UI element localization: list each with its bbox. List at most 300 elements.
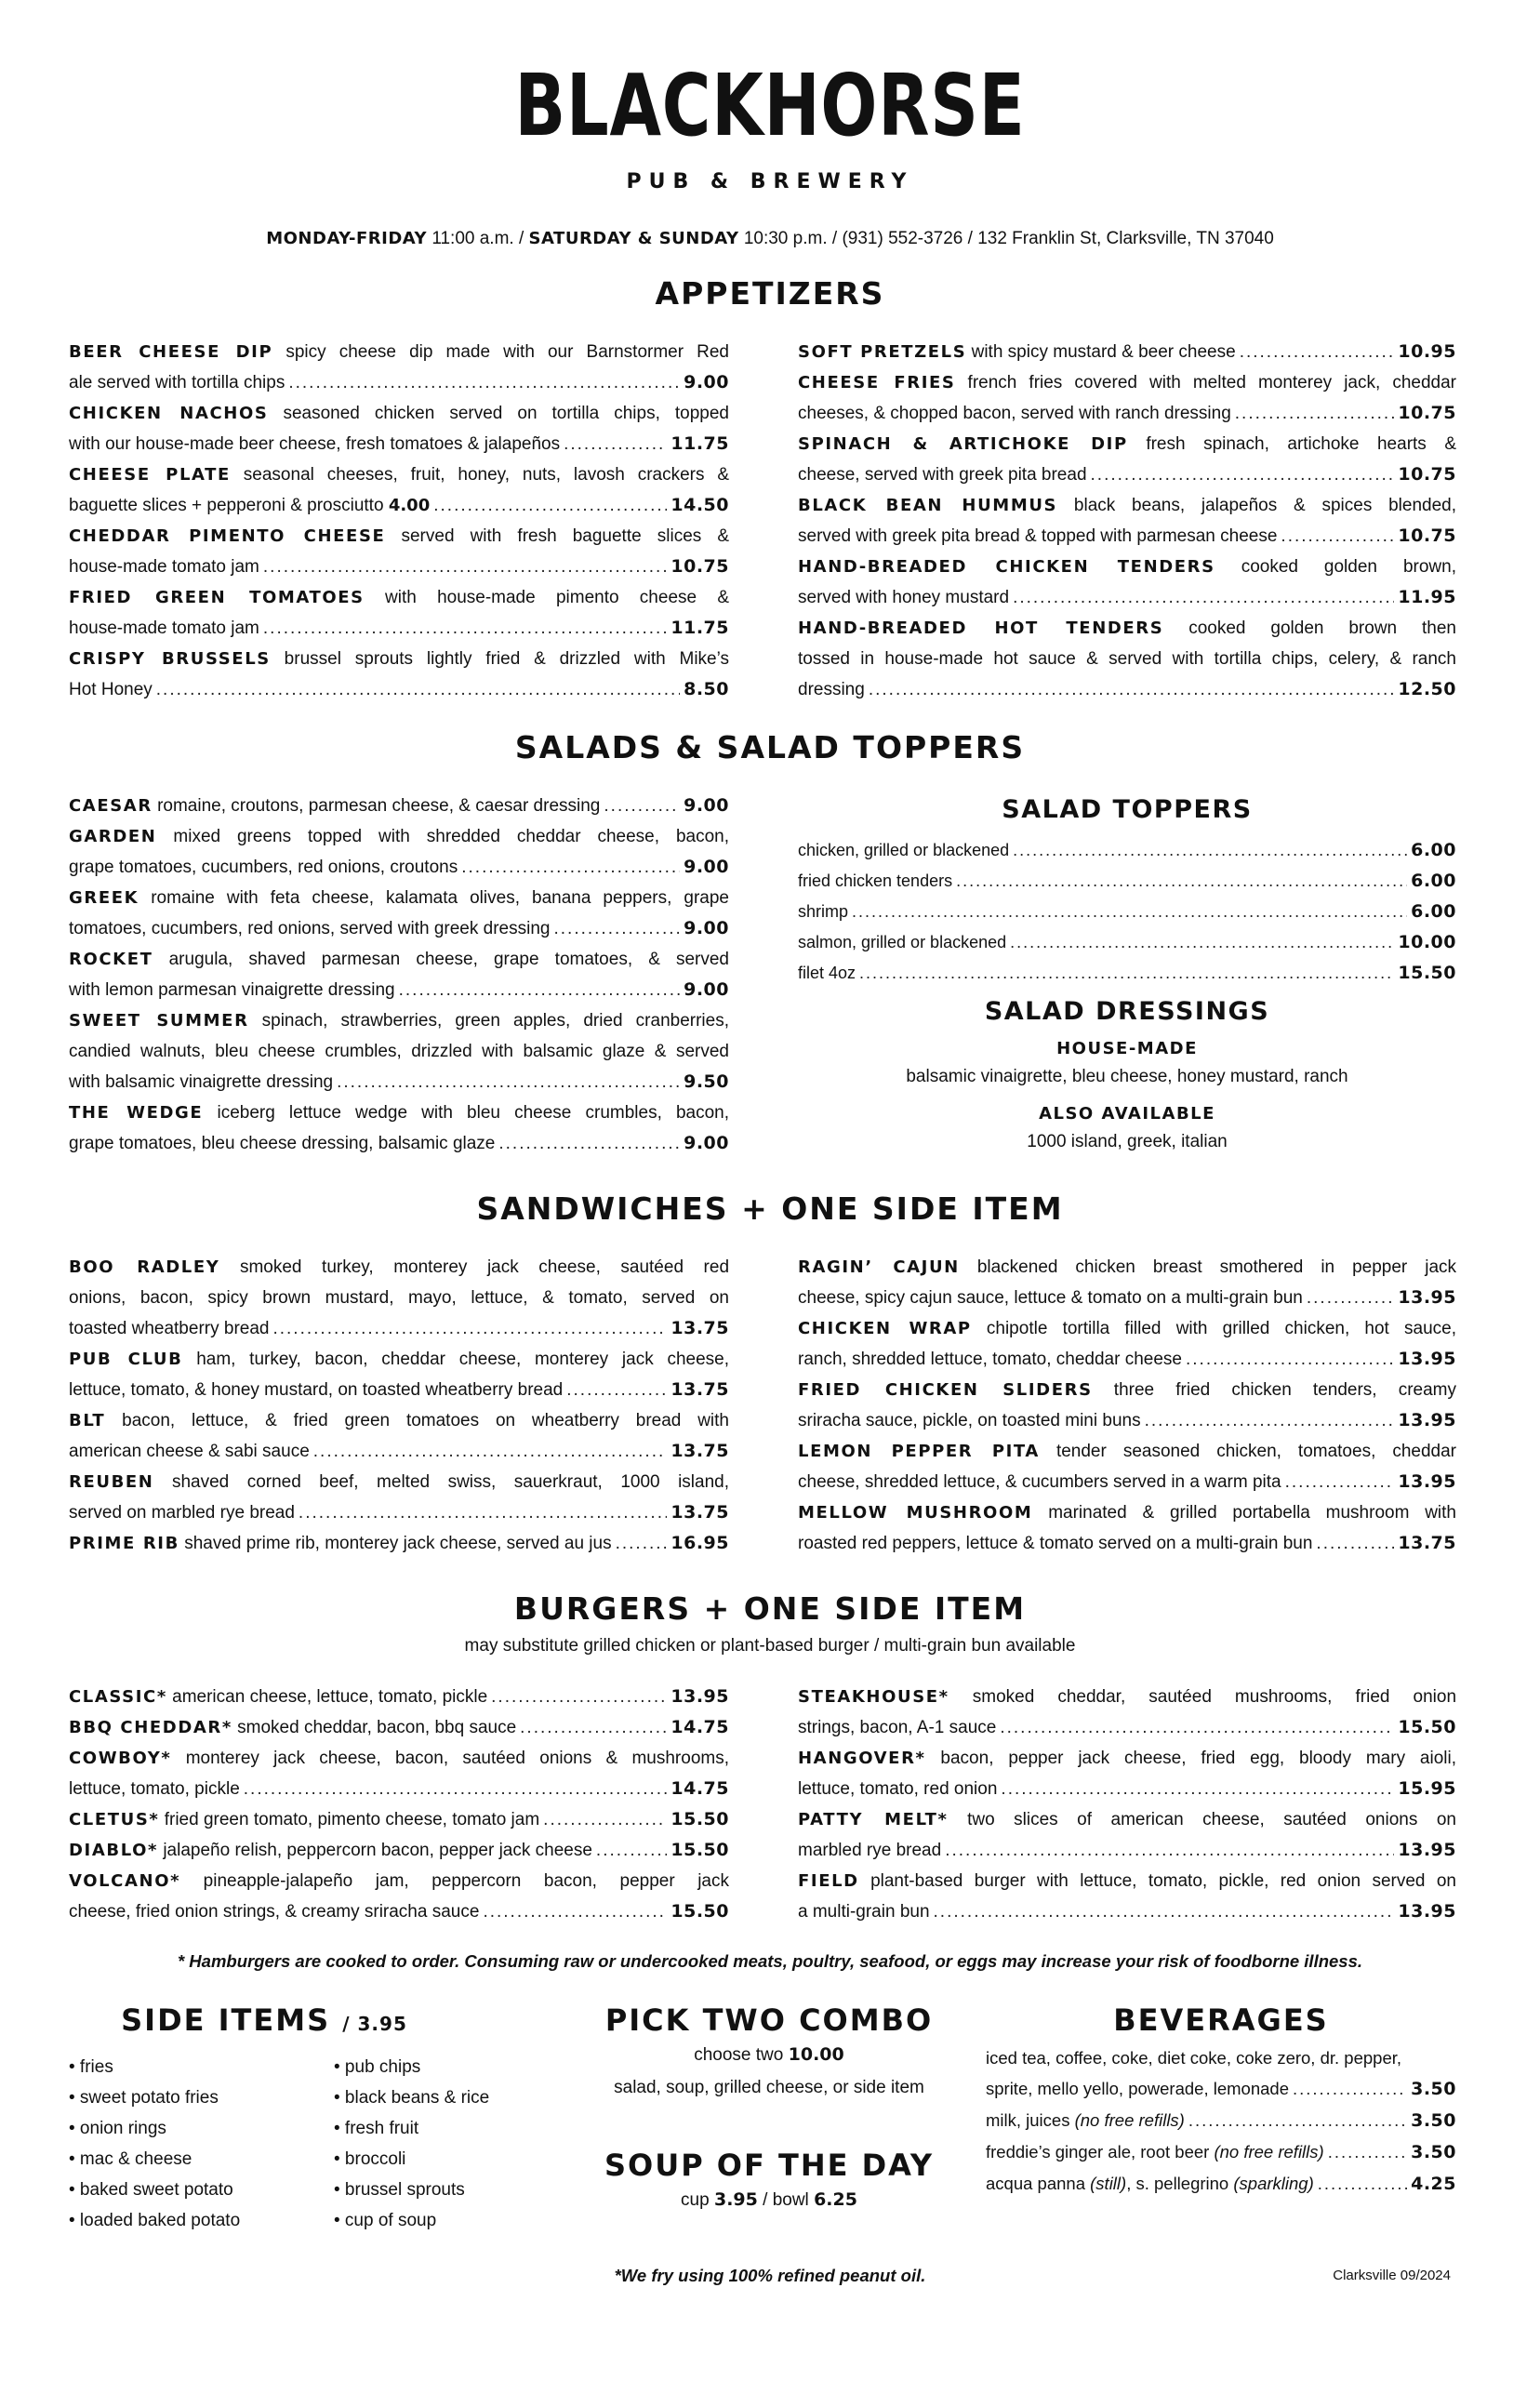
menu-item	[69, 1097, 729, 1159]
menu-item-name: BEER CHEESE DIP	[69, 342, 273, 362]
menu-item-name: COWBOY*	[69, 1749, 172, 1768]
menu-item-price: 13.95	[1398, 1349, 1456, 1369]
leader-dots	[1318, 2168, 1407, 2199]
leader-dots	[1293, 2073, 1407, 2104]
menu-item-description: romaine, croutons, parmesan cheese, & caesar dressing	[157, 796, 601, 816]
bowl-label: bowl	[772, 2190, 809, 2210]
menu-item-last-line	[69, 1067, 333, 1097]
menu-item	[69, 1252, 729, 1344]
menu-item-price-line	[69, 1375, 729, 1405]
menu-item-description: roasted red peppers, lettuce & tomato served on a multi-grain bun	[798, 1534, 1313, 1553]
menu-item-price: 16.95	[670, 1533, 729, 1553]
menu-item-name: ROCKET	[69, 950, 153, 969]
weekday-time: 11:00 a.m. /	[431, 229, 524, 248]
combo-choose-label: choose two	[694, 2045, 784, 2065]
menu-item-description: plant-based burger with lettuce, tomato, pickle, red onion served on	[870, 1871, 1456, 1891]
menu-item	[69, 1528, 729, 1559]
menu-item-last-line	[69, 490, 430, 521]
salad-toppers-heading: SALAD TOPPERS	[1002, 795, 1253, 824]
menu-item-price-line	[798, 674, 1456, 705]
menu-item-price-line	[798, 1896, 1456, 1927]
menu-item-last-line	[69, 1774, 240, 1804]
beverage-price: 3.50	[1411, 2110, 1456, 2131]
menu-item-price-line	[798, 337, 1456, 367]
menu-item-description: shaved prime rib, monterey jack cheese, served au jus	[184, 1534, 612, 1553]
menu-item-last-line	[798, 1835, 941, 1866]
menu-item-first-line	[798, 1375, 1456, 1405]
leader-dots	[520, 1712, 667, 1743]
menu-item-price-line	[69, 1128, 729, 1159]
leader-dots	[1000, 1712, 1394, 1743]
food-safety-disclaimer: * Hamburgers are cooked to order. Consuming raw or undercooked meats, poultry, seafood, or eggs may increase your risk of foodborne illness.	[177, 1951, 1363, 1971]
menu-item-description: with our house-made beer cheese, fresh tomatoes & jalapeños	[69, 434, 561, 454]
weekend-time-address: 10:30 p.m. / (931) 552-3726 / 132 Franklin St, Clarksville, TN 37040	[743, 229, 1274, 248]
menu-item-description: served with greek pita bread & topped with parmesan cheese	[798, 526, 1278, 546]
side-item: • sweet potato fries	[69, 2088, 219, 2108]
menu-item-addon-price: 4.00	[388, 496, 431, 515]
menu-item-price: 11.95	[1398, 587, 1456, 607]
menu-item-price-line	[69, 1436, 729, 1467]
salad-topper-price: 6.00	[1411, 871, 1456, 891]
salad-topper-label: fried chicken tenders	[798, 871, 953, 890]
menu-item-price-line	[69, 1313, 729, 1344]
menu-item-price: 15.50	[1398, 1717, 1456, 1737]
menu-item-first-line	[69, 1467, 729, 1497]
side-item: • cup of soup	[334, 2211, 437, 2230]
menu-item-last-line	[69, 674, 153, 705]
side-item: • baked sweet potato	[69, 2180, 233, 2200]
menu-item-first-line	[69, 1344, 729, 1375]
menu-item-description: grape tomatoes, bleu cheese dressing, balsamic glaze	[69, 1134, 496, 1153]
salad-extras-column	[798, 794, 1456, 1156]
burgers-right-column	[798, 1682, 1456, 1927]
side-items-price: / 3.95	[342, 2013, 407, 2035]
menu-item-price: 9.50	[684, 1071, 729, 1092]
leader-dots	[564, 429, 667, 459]
menu-edition: Clarksville 09/2024	[1333, 2268, 1451, 2283]
side-items-block	[69, 2002, 534, 2236]
menu-item-price: 13.95	[670, 1686, 729, 1707]
menu-item-price: 14.50	[670, 495, 729, 515]
menu-item-name: CRISPY BRUSSELS	[69, 649, 271, 669]
leader-dots	[566, 1375, 667, 1405]
menu-item-price: 13.75	[1398, 1533, 1456, 1553]
menu-item-description: cooked golden brown,	[1241, 557, 1456, 577]
menu-item-price: 10.75	[1398, 525, 1456, 546]
appetizers-left-column	[69, 337, 729, 705]
menu-item	[69, 582, 729, 644]
menu-item-price-line	[798, 1405, 1456, 1436]
salad-topper-price: 10.00	[1398, 932, 1456, 952]
menu-item-last-line	[69, 1436, 310, 1467]
menu-item	[69, 398, 729, 459]
leader-dots	[498, 1128, 680, 1159]
leader-dots	[1001, 1774, 1394, 1804]
salad-topper-price: 6.00	[1411, 901, 1456, 922]
menu-item-description: arugula, shaved parmesan cheese, grape tomatoes, & served	[168, 950, 729, 969]
menu-item-price: 9.00	[684, 795, 729, 816]
menu-item-first-line	[69, 398, 729, 429]
menu-item-first-line	[798, 490, 1456, 521]
menu-item-last-line	[69, 1497, 295, 1528]
appetizers-right-column	[798, 337, 1456, 705]
salad-topper-label: chicken, grilled or blackened	[798, 841, 1010, 859]
menu-item-price: 13.95	[1398, 1287, 1456, 1308]
leader-dots	[337, 1067, 680, 1097]
brand-logo: BLACKHORSE	[514, 56, 1026, 155]
menu-item-description: dressing	[798, 680, 865, 699]
leader-dots	[1188, 2105, 1407, 2135]
menu-item-last-line	[69, 429, 560, 459]
menu-item-description: bacon, pepper jack cheese, fried egg, bloody mary aioli,	[940, 1749, 1457, 1768]
beverage-note: (sparkling)	[1233, 2174, 1314, 2193]
menu-item-description: tender seasoned chicken, tomatoes, cheddar	[1055, 1442, 1457, 1461]
menu-item-price: 9.00	[684, 918, 729, 938]
side-items-col-1	[69, 2052, 334, 2236]
menu-item-name: CAESAR	[69, 796, 153, 816]
menu-item-price-line	[798, 398, 1456, 429]
leader-dots	[1145, 1405, 1395, 1436]
menu-item-description: served on marbled rye bread	[69, 1503, 295, 1523]
menu-item-name: BBQ CHEDDAR*	[69, 1718, 232, 1737]
leader-dots	[288, 367, 680, 398]
menu-item-name: BLT	[69, 1411, 106, 1430]
menu-item-description: iceberg lettuce wedge with bleu cheese crumbles, bacon,	[217, 1103, 730, 1123]
menu-item	[69, 1866, 729, 1927]
salad-toppers-list	[798, 835, 1456, 989]
menu-item-description: with house-made pimento cheese &	[385, 588, 730, 607]
soup-block	[569, 2147, 969, 2216]
menu-item-last-line	[798, 674, 865, 705]
menu-item-description: cheese, spicy cajun sauce, lettuce & tomato on a multi-grain bun	[798, 1288, 1303, 1308]
menu-item-price-line	[69, 913, 729, 944]
salad-topper-row	[798, 897, 1456, 927]
menu-item-description: Hot Honey	[69, 680, 153, 699]
menu-item-price-line	[798, 1835, 1456, 1866]
menu-item-price: 9.00	[684, 1133, 729, 1153]
pick-two-combo-block	[569, 2002, 969, 2104]
menu-item-first-line	[798, 1682, 1456, 1712]
salads-column	[69, 791, 729, 1159]
menu-item-description: lettuce, tomato, red onion	[798, 1779, 998, 1799]
leader-dots	[263, 552, 668, 582]
menu-item-price-line	[69, 1497, 729, 1528]
menu-item-price-line	[69, 1528, 729, 1559]
sandwiches-left-column	[69, 1252, 729, 1559]
menu-item-first-line	[798, 1866, 1456, 1896]
also-available-label: ALSO AVAILABLE	[1039, 1104, 1215, 1124]
menu-item-price: 13.95	[1398, 1410, 1456, 1430]
menu-item	[69, 944, 729, 1005]
menu-item-last-line	[798, 459, 1087, 490]
beverages-heading: BEVERAGES	[1113, 2002, 1329, 2038]
menu-item-last-line	[69, 1712, 516, 1743]
menu-item-name: HAND-BREADED CHICKEN TENDERS	[798, 557, 1215, 577]
side-items-heading	[69, 2002, 459, 2042]
menu-item-last-line	[69, 913, 550, 944]
menu-item-first-line	[69, 944, 729, 975]
menu-item	[798, 1497, 1456, 1559]
menu-item-price-line	[69, 1712, 729, 1743]
bowl-price: 6.25	[814, 2189, 857, 2210]
menu-item-first-line	[69, 883, 729, 913]
menu-item-price: 12.50	[1398, 679, 1456, 699]
menu-item-last-line	[798, 521, 1277, 552]
menu-item-description: spicy cheese dip made with our Barnstormer Red	[285, 342, 729, 362]
beverage-row	[986, 2105, 1456, 2136]
menu-item-last-line	[69, 852, 458, 883]
menu-item-name: REUBEN	[69, 1472, 154, 1492]
menu-item-last-line	[798, 1344, 1182, 1375]
menu-item	[798, 613, 1456, 705]
leader-dots	[1328, 2136, 1407, 2167]
leader-dots	[1285, 1467, 1395, 1497]
menu-item	[69, 1405, 729, 1467]
menu-item-price: 11.75	[670, 618, 729, 638]
leader-dots	[852, 897, 1407, 927]
leader-dots	[1013, 835, 1407, 866]
beverage-name: , s. pellegrino	[1126, 2174, 1229, 2193]
beverage-name: sprite, mello yello, powerade, lemonade	[986, 2079, 1289, 2098]
menu-item-price: 15.50	[670, 1901, 729, 1922]
menu-item-price-line	[69, 1682, 729, 1712]
menu-item-first-line	[69, 582, 729, 613]
menu-item	[69, 1835, 729, 1866]
combo-price: 10.00	[788, 2044, 844, 2065]
menu-item-last-line	[798, 337, 1236, 367]
menu-item	[69, 1344, 729, 1405]
menu-item-first-line	[798, 552, 1456, 582]
menu-item-last-line	[798, 1896, 930, 1927]
side-item: • pub chips	[334, 2057, 421, 2077]
burgers-subtitle: may substitute grilled chicken or plant-based burger / multi-grain bun available	[464, 1636, 1076, 1656]
menu-item-price: 15.95	[1398, 1778, 1456, 1799]
menu-item-name: DIABLO*	[69, 1841, 159, 1860]
menu-item	[69, 1467, 729, 1528]
menu-item-price: 9.00	[684, 979, 729, 1000]
menu-item-description: seasoned chicken served on tortilla chips, topped	[283, 404, 729, 423]
menu-item-description: served with honey mustard	[798, 588, 1010, 607]
side-items-col-2	[334, 2052, 520, 2236]
menu-item-last-line	[798, 398, 1231, 429]
menu-item	[69, 791, 729, 821]
sandwiches-heading: SANDWICHES + ONE SIDE ITEM	[476, 1190, 1064, 1227]
salad-topper-row	[798, 835, 1456, 866]
menu-item-last-line	[798, 582, 1009, 613]
leader-dots	[1186, 1344, 1394, 1375]
leader-dots	[956, 866, 1407, 897]
menu-item-description: grape tomatoes, cucumbers, red onions, croutons	[69, 858, 458, 877]
menu-item-description: french fries covered with melted monterey jack, cheddar	[967, 373, 1456, 392]
weekday-label: MONDAY-FRIDAY	[266, 229, 428, 248]
menu-item-name: FRIED GREEN TOMATOES	[69, 588, 365, 607]
leader-dots	[433, 490, 667, 521]
menu-item-price-line	[69, 674, 729, 705]
menu-item-price-line	[69, 490, 729, 521]
also-available-dressings: 1000 island, greek, italian	[1027, 1132, 1228, 1151]
menu-item-last-line	[69, 1804, 539, 1835]
menu-item-last-line	[798, 1528, 1312, 1559]
side-item: • onion rings	[69, 2119, 166, 2138]
menu-item-price: 13.75	[670, 1379, 729, 1400]
menu-item	[798, 1313, 1456, 1375]
leader-dots	[543, 1804, 667, 1835]
beverage-row	[986, 2136, 1456, 2168]
menu-item-price-line	[798, 1283, 1456, 1313]
hours-contact-line	[0, 229, 1540, 249]
menu-item-description: three fried chicken tenders, creamy	[1113, 1380, 1456, 1400]
menu-item-description: brussel sprouts lightly fried & drizzled with Mike’s	[284, 649, 730, 669]
menu-item-name: CHEESE PLATE	[69, 465, 231, 485]
leader-dots	[616, 1528, 668, 1559]
burgers-heading: BURGERS + ONE SIDE ITEM	[513, 1590, 1027, 1627]
soup-heading: SOUP OF THE DAY	[604, 2148, 935, 2183]
menu-item-last-line	[798, 1712, 996, 1743]
menu-item-description: marbled rye bread	[798, 1841, 942, 1860]
cup-price: 3.95	[713, 2189, 758, 2210]
leader-dots	[1307, 1283, 1395, 1313]
menu-item	[69, 1804, 729, 1835]
menu-item	[798, 490, 1456, 552]
menu-item-name: RAGIN’ CAJUN	[798, 1257, 960, 1277]
menu-item-price: 9.00	[684, 372, 729, 392]
menu-item-description: smoked turkey, monterey jack cheese, sautéed red	[239, 1257, 730, 1277]
menu-item-last-line	[69, 613, 259, 644]
menu-item	[69, 1712, 729, 1743]
burgers-left-column	[69, 1682, 729, 1927]
menu-item-last-line	[69, 1896, 479, 1927]
leader-dots	[934, 1896, 1395, 1927]
menu-item-last-line	[69, 552, 259, 582]
house-made-dressings: balsamic vinaigrette, bleu cheese, honey mustard, ranch	[906, 1067, 1348, 1086]
combo-price-line	[569, 2039, 969, 2071]
menu-item-name: CHEESE FRIES	[798, 373, 956, 392]
menu-item	[798, 367, 1456, 429]
beverage-price: 3.50	[1411, 2142, 1456, 2162]
menu-item-description: with spicy mustard & beer cheese	[971, 342, 1236, 362]
menu-item-description: black beans, jalapeños & spices blended,	[1073, 496, 1457, 515]
menu-item-price-line	[69, 429, 729, 459]
menu-item-name: STEAKHOUSE*	[798, 1687, 949, 1707]
leader-dots	[604, 791, 680, 821]
menu-item	[69, 883, 729, 944]
menu-item-name: BOO RADLEY	[69, 1257, 220, 1277]
menu-item-name: GARDEN	[69, 827, 157, 846]
menu-item	[69, 337, 729, 398]
pick-two-heading: PICK TWO COMBO	[604, 2002, 934, 2038]
menu-item-first-line	[798, 1436, 1456, 1467]
beverage-label	[986, 2073, 1289, 2104]
menu-item-description: baguette slices + pepperoni & prosciutto	[69, 496, 384, 515]
menu-item-name: BLACK BEAN HUMMUS	[798, 496, 1058, 515]
salad-topper-row	[798, 866, 1456, 897]
beverage-note: (no free refills)	[1074, 2110, 1185, 2130]
menu-item	[798, 429, 1456, 490]
side-item: • fresh fruit	[334, 2119, 419, 2138]
menu-item-price: 13.95	[1398, 1840, 1456, 1860]
menu-item-description: sriracha sauce, pickle, on toasted mini buns	[798, 1411, 1141, 1430]
menu-item-last-line	[69, 1835, 592, 1866]
cup-label: cup	[681, 2190, 710, 2210]
leader-dots	[1281, 521, 1394, 552]
menu-item-first-line	[798, 1804, 1456, 1835]
menu-item-name: PATTY MELT*	[798, 1810, 949, 1829]
salad-topper-price: 6.00	[1411, 840, 1456, 860]
menu-item	[798, 1252, 1456, 1313]
leader-dots	[399, 975, 680, 1005]
menu-item	[69, 821, 729, 883]
menu-item-price: 13.95	[1398, 1471, 1456, 1492]
leader-dots	[272, 1313, 667, 1344]
menu-item-price: 11.75	[670, 433, 729, 454]
leader-dots	[299, 1497, 667, 1528]
side-item: • mac & cheese	[69, 2149, 192, 2169]
menu-item-description: ranch, shredded lettuce, tomato, cheddar cheese	[798, 1350, 1182, 1369]
menu-item-last-line	[69, 975, 395, 1005]
menu-item-description: fried green tomato, pimento cheese, tomato jam	[164, 1810, 540, 1829]
menu-item-first-line	[798, 613, 1456, 644]
menu-item-name: CHICKEN WRAP	[798, 1319, 972, 1338]
menu-item-description: smoked cheddar, sautéed mushrooms, fried onion	[972, 1687, 1457, 1707]
menu-item-description: ale served with tortilla chips	[69, 373, 285, 392]
menu-item-price-line	[69, 613, 729, 644]
menu-item-description: spinach, strawberries, green apples, dried cranberries,	[261, 1011, 730, 1031]
menu-item-first-line	[798, 1497, 1456, 1528]
menu-item-description: lettuce, tomato, & honey mustard, on toasted wheatberry bread	[69, 1380, 564, 1400]
menu-item-description: ham, turkey, bacon, cheddar cheese, monterey jack cheese,	[196, 1350, 729, 1369]
menu-item-price-line	[798, 582, 1456, 613]
salad-topper-label: salmon, grilled or blackened	[798, 933, 1007, 951]
menu-item-name: HANGOVER*	[798, 1749, 926, 1768]
beverage-name: milk, juices	[986, 2110, 1070, 2130]
leader-dots	[596, 1835, 667, 1866]
menu-item-name: MELLOW MUSHROOM	[798, 1503, 1033, 1523]
leader-dots	[244, 1774, 668, 1804]
beverage-row	[986, 2168, 1456, 2200]
menu-item-price: 10.75	[1398, 403, 1456, 423]
menu-item-description: house-made tomato jam	[69, 557, 259, 577]
menu-item-first-line	[69, 1866, 729, 1896]
menu-item	[798, 1436, 1456, 1497]
menu-item-description: romaine with feta cheese, kalamata olives, banana peppers, grape	[151, 888, 729, 908]
menu-item-price-line	[69, 975, 729, 1005]
menu-item-first-line	[69, 644, 729, 674]
menu-item-price: 10.95	[1398, 341, 1456, 362]
menu-item-price-line	[798, 459, 1456, 490]
menu-item-name: FRIED CHICKEN SLIDERS	[798, 1380, 1093, 1400]
menu-item-description: jalapeño relish, peppercorn bacon, pepper jack cheese	[163, 1841, 592, 1860]
menu-item-description: american cheese & sabi sauce	[69, 1442, 310, 1461]
menu-item-name: CLETUS*	[69, 1810, 160, 1829]
salad-topper-label: filet 4oz	[798, 964, 856, 982]
leader-dots	[1013, 582, 1394, 613]
menu-item-name: SPINACH & ARTICHOKE DIP	[798, 434, 1128, 454]
beverage-line-1: iced tea, coffee, coke, diet coke, coke zero, dr. pepper,	[986, 2048, 1402, 2068]
menu-item-price-line	[798, 1344, 1456, 1375]
menu-item	[69, 1682, 729, 1712]
beverage-label	[986, 2168, 1314, 2199]
menu-item-price: 10.75	[670, 556, 729, 577]
menu-item-last-line	[69, 1682, 487, 1712]
menu-item-name: HAND-BREADED HOT TENDERS	[798, 619, 1164, 638]
menu-item-price: 10.75	[1398, 464, 1456, 485]
menu-item-last-line	[69, 1528, 612, 1559]
menu-item-last-line	[69, 791, 600, 821]
leader-dots	[1240, 337, 1395, 367]
menu-item-last-line	[69, 1375, 563, 1405]
menu-item-price: 13.75	[670, 1502, 729, 1523]
leader-dots	[859, 958, 1394, 989]
